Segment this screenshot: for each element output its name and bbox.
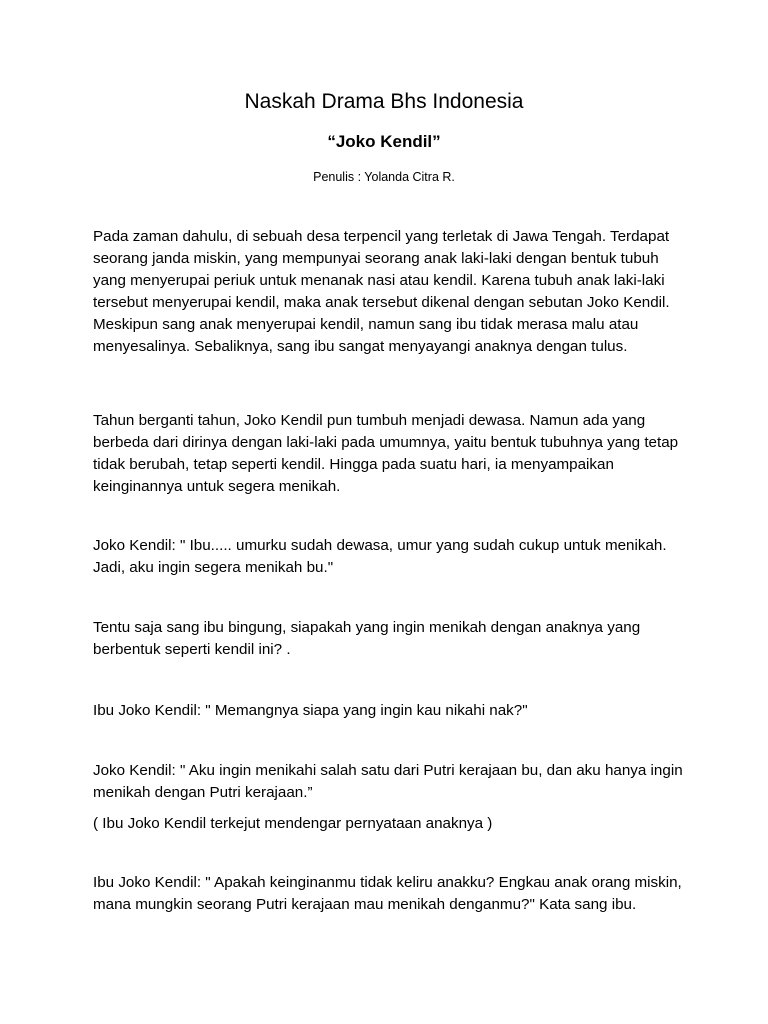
drama-title: “Joko Kendil” xyxy=(327,132,441,151)
page-title: Naskah Drama Bhs Indonesia xyxy=(244,90,524,113)
author-line: Penulis : Yolanda Citra R. xyxy=(313,170,455,184)
dialogue-line: Ibu Joko Kendil: " Apakah keinginanmu tidak keliru anakku? Engkau anak orang miskin, mana mungkin seorang Putri kerajaan mau menikah denganmu?" Kata sang ibu. xyxy=(93,874,682,913)
stage-direction: ( Ibu Joko Kendil terkejut mendengar pernyataan anaknya ) xyxy=(93,815,493,832)
paragraph-intro: Pada zaman dahulu, di sebuah desa terpencil yang terletak di Jawa Tengah. Terdapat seorang janda miskin, yang mempunyai seorang anak laki-laki dengan bentuk tubuh yang menyerupai periuk untuk menanak nasi atau kendil. Karena tubuh anak laki-laki tersebut menyerupai kendil, maka anak tersebut dikenal dengan sebutan Joko Kendil. Meskipun sang anak menyerupai kendil, namun sang ibu tidak merasa malu atau menyesalinya. Sebaliknya, sang ibu sangat menyayangi anaknya dengan tulus. xyxy=(93,228,670,355)
paragraph-narration: Tentu saja sang ibu bingung, siapakah yang ingin menikah dengan anaknya yang berbentuk seperti kendil ini? . xyxy=(93,619,641,658)
dialogue-line: Ibu Joko Kendil: " Memangnya siapa yang ingin kau nikahi nak?" xyxy=(93,702,528,719)
paragraph-narration: Tahun berganti tahun, Joko Kendil pun tumbuh menjadi dewasa. Namun ada yang berbeda dari dirinya dengan laki-laki pada umumnya, yaitu bentuk tubuhnya yang tetap tidak berubah, tetap seperti kendil. Hingga pada suatu hari, ia menyampaikan keinginannya untuk segera menikah. xyxy=(93,412,679,495)
dialogue-line: Joko Kendil: " Ibu..... umurku sudah dewasa, umur yang sudah cukup untuk menikah. Jadi, aku ingin segera menikah bu." xyxy=(93,537,667,576)
dialogue-line: Joko Kendil: " Aku ingin menikahi salah satu dari Putri kerajaan bu, dan aku hanya ingin menikah dengan Putri kerajaan.” xyxy=(93,762,683,801)
